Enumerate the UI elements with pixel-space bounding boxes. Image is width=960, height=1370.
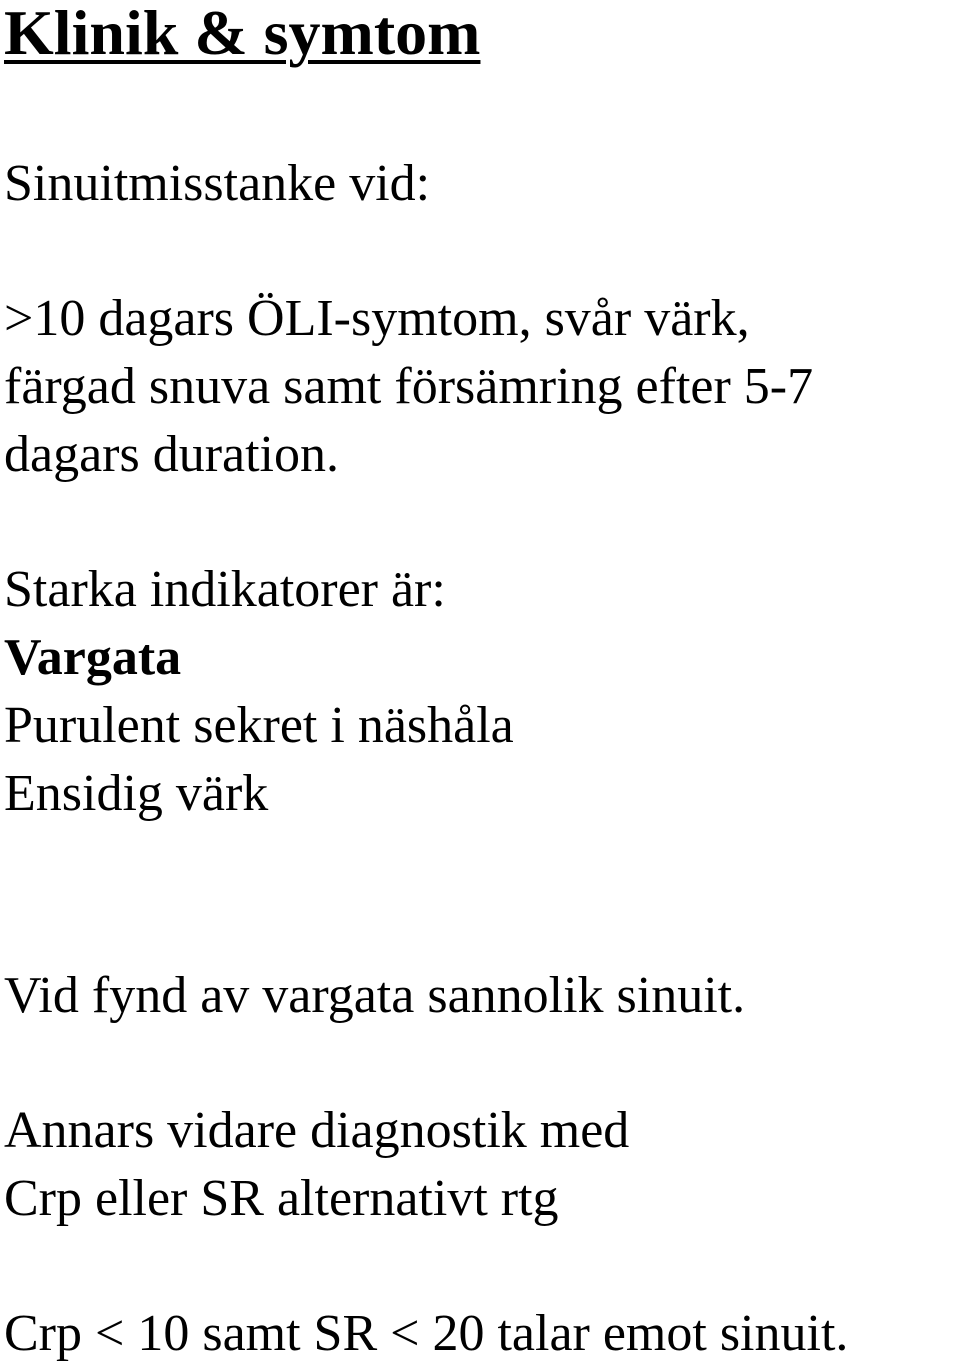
indicator-item-purulent: Purulent sekret i näshåla — [4, 697, 514, 754]
suspicion-line-2: färgad snuva samt försämring efter 5-7 — [4, 358, 814, 415]
suspicion-heading: Sinuitmisstanke vid: — [4, 155, 431, 212]
indicator-item-vargata: Vargata — [4, 629, 182, 686]
suspicion-line-1: >10 dagars ÖLI-symtom, svår värk, — [4, 290, 750, 347]
indicator-item-ensidig: Ensidig värk — [4, 765, 269, 822]
criteria-text: Crp < 10 samt SR < 20 talar emot sinuit. — [4, 1305, 849, 1362]
page-title: Klinik & symtom — [4, 0, 481, 68]
suspicion-line-3: dagars duration. — [4, 426, 340, 483]
further-diagnostics-line-1: Annars vidare diagnostik med — [4, 1102, 630, 1159]
conclusion-text: Vid fynd av vargata sannolik sinuit. — [4, 967, 746, 1024]
further-diagnostics-line-2: Crp eller SR alternativt rtg — [4, 1170, 559, 1227]
indicators-heading: Starka indikatorer är: — [4, 561, 446, 618]
